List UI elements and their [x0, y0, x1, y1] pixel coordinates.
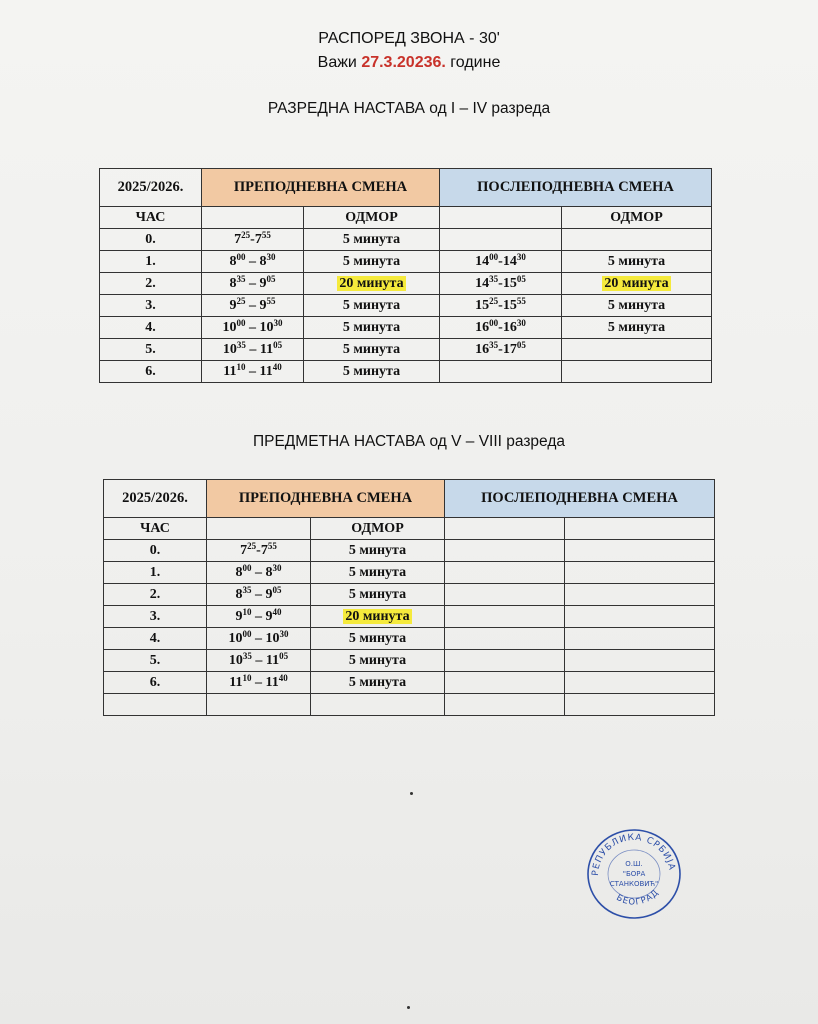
pm-time-cell: $14^{00}-14^{30}$ — [440, 251, 562, 273]
period-cell: 5. — [104, 650, 207, 672]
section-heading-class-teaching: РАЗРЕДНА НАСТАВА од I – IV разреда — [267, 100, 551, 117]
table-row — [104, 540, 715, 562]
pm-time-cell — [445, 540, 565, 562]
period-cell: 1. — [100, 251, 202, 273]
break-text: 5 минута — [342, 342, 401, 357]
table-row-blank — [104, 694, 715, 716]
am-break-cell — [311, 606, 445, 628]
am-time-cell: $8^{00} - 8^{30}$ — [207, 562, 311, 584]
pm-time-cell — [445, 628, 565, 650]
title-text: РАСПОРЕД ЗВОНА - 30' — [318, 30, 500, 47]
pm-time-cell — [445, 650, 565, 672]
break-text: 5 минута — [607, 254, 666, 269]
pm-break-cell — [565, 540, 715, 562]
table-row — [104, 606, 715, 628]
period-cell: 0. — [104, 540, 207, 562]
am-break-cell — [311, 650, 445, 672]
table-row — [104, 562, 715, 584]
am-break-cell — [311, 672, 445, 694]
highlighted-break: 20 минута — [345, 609, 410, 624]
break-text: 5 минута — [348, 587, 407, 602]
am-time-cell: $8^{00} - 8^{30}$ — [202, 251, 304, 273]
am-time-cell: $8^{35} - 9^{05}$ — [207, 584, 311, 606]
break-text: 5 минута — [342, 298, 401, 313]
schedule-table-grades-5-8 — [103, 479, 715, 716]
paper-speck — [410, 792, 413, 795]
period-cell: 3. — [104, 606, 207, 628]
pm-break-cell — [562, 251, 712, 273]
break-text: 5 минута — [348, 653, 407, 668]
column-label-row — [100, 207, 712, 229]
year-cell: 2025/2026. — [104, 480, 207, 518]
am-time-cell: $10^{00} - 10^{30}$ — [207, 628, 311, 650]
am-time-cell: $7^{25}-7^{55}$ — [202, 229, 304, 251]
table-row — [100, 251, 712, 273]
break-text: 5 минута — [348, 543, 407, 558]
am-break-cell — [304, 229, 440, 251]
am-time-cell: $7^{25}-7^{55}$ — [207, 540, 311, 562]
pm-break-cell — [562, 295, 712, 317]
period-cell: 5. — [100, 339, 202, 361]
period-cell: 6. — [104, 672, 207, 694]
pm-break-cell — [562, 229, 712, 251]
table-row — [100, 229, 712, 251]
table-row — [104, 628, 715, 650]
empty-cell — [565, 694, 715, 716]
pm-break-cell — [565, 584, 715, 606]
period-cell: 2. — [100, 273, 202, 295]
break-text: 5 минута — [342, 364, 401, 379]
table-row — [100, 273, 712, 295]
pm-break-cell — [562, 339, 712, 361]
pm-time-cell — [445, 562, 565, 584]
am-time-cell: $8^{35} - 9^{05}$ — [202, 273, 304, 295]
table-row — [104, 672, 715, 694]
break-text: 5 минута — [348, 631, 407, 646]
break-text: 5 минута — [342, 320, 401, 335]
empty-cell — [202, 207, 304, 229]
am-break-cell — [304, 339, 440, 361]
svg-text:БЕОГРАД: БЕОГРАД — [614, 887, 662, 908]
period-label: ЧАС — [104, 518, 207, 540]
table-header-row — [100, 169, 712, 207]
break-text: 5 минута — [348, 565, 407, 580]
am-break-cell — [311, 540, 445, 562]
am-break-cell — [304, 317, 440, 339]
valid-date: 27.3.20236. — [361, 54, 446, 71]
am-break-cell — [311, 628, 445, 650]
valid-prefix: Важи — [317, 54, 357, 71]
pm-break-cell — [562, 361, 712, 383]
am-time-cell: $11^{10} - 11^{40}$ — [207, 672, 311, 694]
break-text: 5 минута — [607, 320, 666, 335]
am-time-cell: $10^{35} - 11^{05}$ — [207, 650, 311, 672]
break-text: 5 минута — [348, 675, 407, 690]
am-shift-header: ПРЕПОДНЕВНА СМЕНА — [202, 169, 440, 207]
pm-time-cell: $16^{00}-16^{30}$ — [440, 317, 562, 339]
am-break-cell — [311, 584, 445, 606]
svg-text:"БОРА: "БОРА — [622, 870, 646, 878]
pm-break-cell — [565, 606, 715, 628]
valid-suffix: године — [450, 54, 501, 71]
am-time-cell: $10^{35} - 11^{05}$ — [202, 339, 304, 361]
am-time-cell: $9^{25} - 9^{55}$ — [202, 295, 304, 317]
pm-time-cell: $16^{35}-17^{05}$ — [440, 339, 562, 361]
pm-time-cell — [440, 229, 562, 251]
period-cell: 0. — [100, 229, 202, 251]
pm-time-cell: $14^{35}-15^{05}$ — [440, 273, 562, 295]
svg-text:РЕПУБЛИКА СРБИЈА: РЕПУБЛИКА СРБИЈА — [590, 832, 677, 877]
svg-text:СТАНКОВИЋ": СТАНКОВИЋ" — [609, 880, 659, 888]
pm-break-label: ОДМОР — [562, 207, 712, 229]
period-cell: 6. — [100, 361, 202, 383]
am-break-cell — [304, 251, 440, 273]
pm-break-cell — [562, 273, 712, 295]
period-label: ЧАС — [100, 207, 202, 229]
pm-time-cell — [445, 606, 565, 628]
pm-break-cell — [565, 562, 715, 584]
table-row — [104, 650, 715, 672]
am-time-cell: $9^{10} - 9^{40}$ — [207, 606, 311, 628]
am-break-label: ОДМОР — [304, 207, 440, 229]
empty-cell — [104, 694, 207, 716]
am-break-cell — [304, 361, 440, 383]
am-time-cell: $10^{00} - 10^{30}$ — [202, 317, 304, 339]
pm-time-cell — [445, 584, 565, 606]
am-break-cell — [304, 295, 440, 317]
section-heading-subject-teaching: ПРЕДМЕТНА НАСТАВА од V – VIII разреда — [252, 433, 565, 450]
highlighted-break: 20 минута — [339, 276, 404, 291]
am-break-cell — [311, 562, 445, 584]
break-text: 5 минута — [607, 298, 666, 313]
pm-time-cell: $15^{25}-15^{55}$ — [440, 295, 562, 317]
table-header-row — [104, 480, 715, 518]
am-break-cell — [304, 273, 440, 295]
svg-text:О.Ш.: О.Ш. — [625, 860, 643, 868]
period-cell: 3. — [100, 295, 202, 317]
valid-from-line — [0, 54, 818, 72]
am-shift-header: ПРЕПОДНЕВНА СМЕНА — [207, 480, 445, 518]
stamp-seal — [584, 826, 684, 922]
schedule-table-grades-1-4 — [99, 168, 712, 383]
pm-break-cell — [565, 650, 715, 672]
empty-cell — [311, 694, 445, 716]
pm-break-cell — [565, 628, 715, 650]
year-cell: 2025/2026. — [100, 169, 202, 207]
break-text: 5 минута — [342, 232, 401, 247]
pm-break-cell — [562, 317, 712, 339]
pm-shift-header: ПОСЛЕПОДНЕВНА СМЕНА — [440, 169, 712, 207]
empty-cell — [207, 518, 311, 540]
table-row — [100, 339, 712, 361]
page-title — [0, 30, 818, 48]
am-time-cell: $11^{10} - 11^{40}$ — [202, 361, 304, 383]
table-row — [100, 361, 712, 383]
empty-cell — [565, 518, 715, 540]
period-cell: 1. — [104, 562, 207, 584]
pm-shift-header: ПОСЛЕПОДНЕВНА СМЕНА — [445, 480, 715, 518]
pm-time-cell — [445, 672, 565, 694]
am-break-label: ОДМОР — [311, 518, 445, 540]
paper-speck — [407, 1006, 410, 1009]
school-stamp — [584, 826, 684, 922]
pm-break-cell — [565, 672, 715, 694]
period-cell: 4. — [104, 628, 207, 650]
empty-cell — [440, 207, 562, 229]
period-cell: 4. — [100, 317, 202, 339]
table-row — [104, 584, 715, 606]
empty-cell — [445, 694, 565, 716]
highlighted-break: 20 минута — [604, 276, 669, 291]
table-row — [100, 317, 712, 339]
empty-cell — [207, 694, 311, 716]
column-label-row — [104, 518, 715, 540]
empty-cell — [445, 518, 565, 540]
break-text: 5 минута — [342, 254, 401, 269]
pm-time-cell — [440, 361, 562, 383]
table-row — [100, 295, 712, 317]
period-cell: 2. — [104, 584, 207, 606]
